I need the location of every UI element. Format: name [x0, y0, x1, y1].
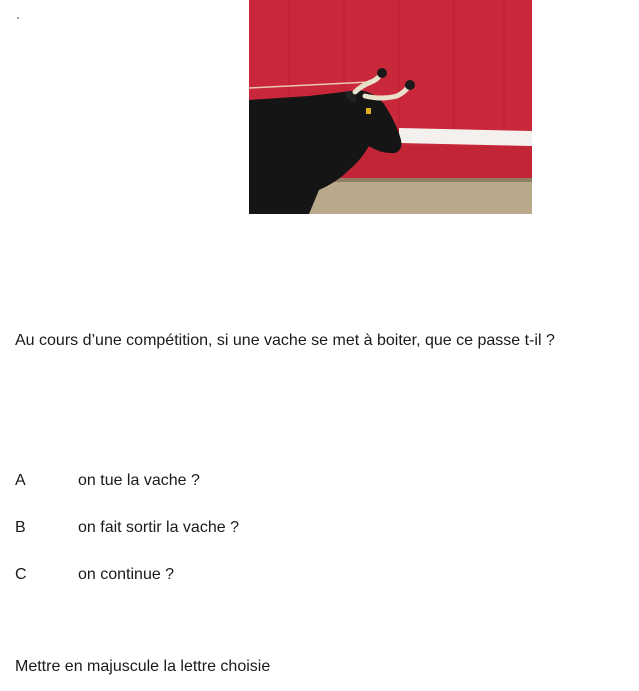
option-c-text: on continue ? — [78, 566, 175, 583]
cow-photo — [249, 0, 532, 214]
answer-instruction: Mettre en majuscule la lettre choisie — [15, 658, 271, 675]
option-b-letter: B — [15, 519, 26, 536]
option-a-letter: A — [15, 472, 26, 489]
scan-speck — [17, 17, 19, 19]
option-a-text: on tue la vache ? — [78, 472, 200, 489]
option-c-letter: C — [15, 566, 27, 583]
option-b-text: on fait sortir la vache ? — [78, 519, 239, 536]
question-text: Au cours d’une compétition, si une vache se met à boiter, que ce passe t-il ? — [15, 332, 555, 349]
